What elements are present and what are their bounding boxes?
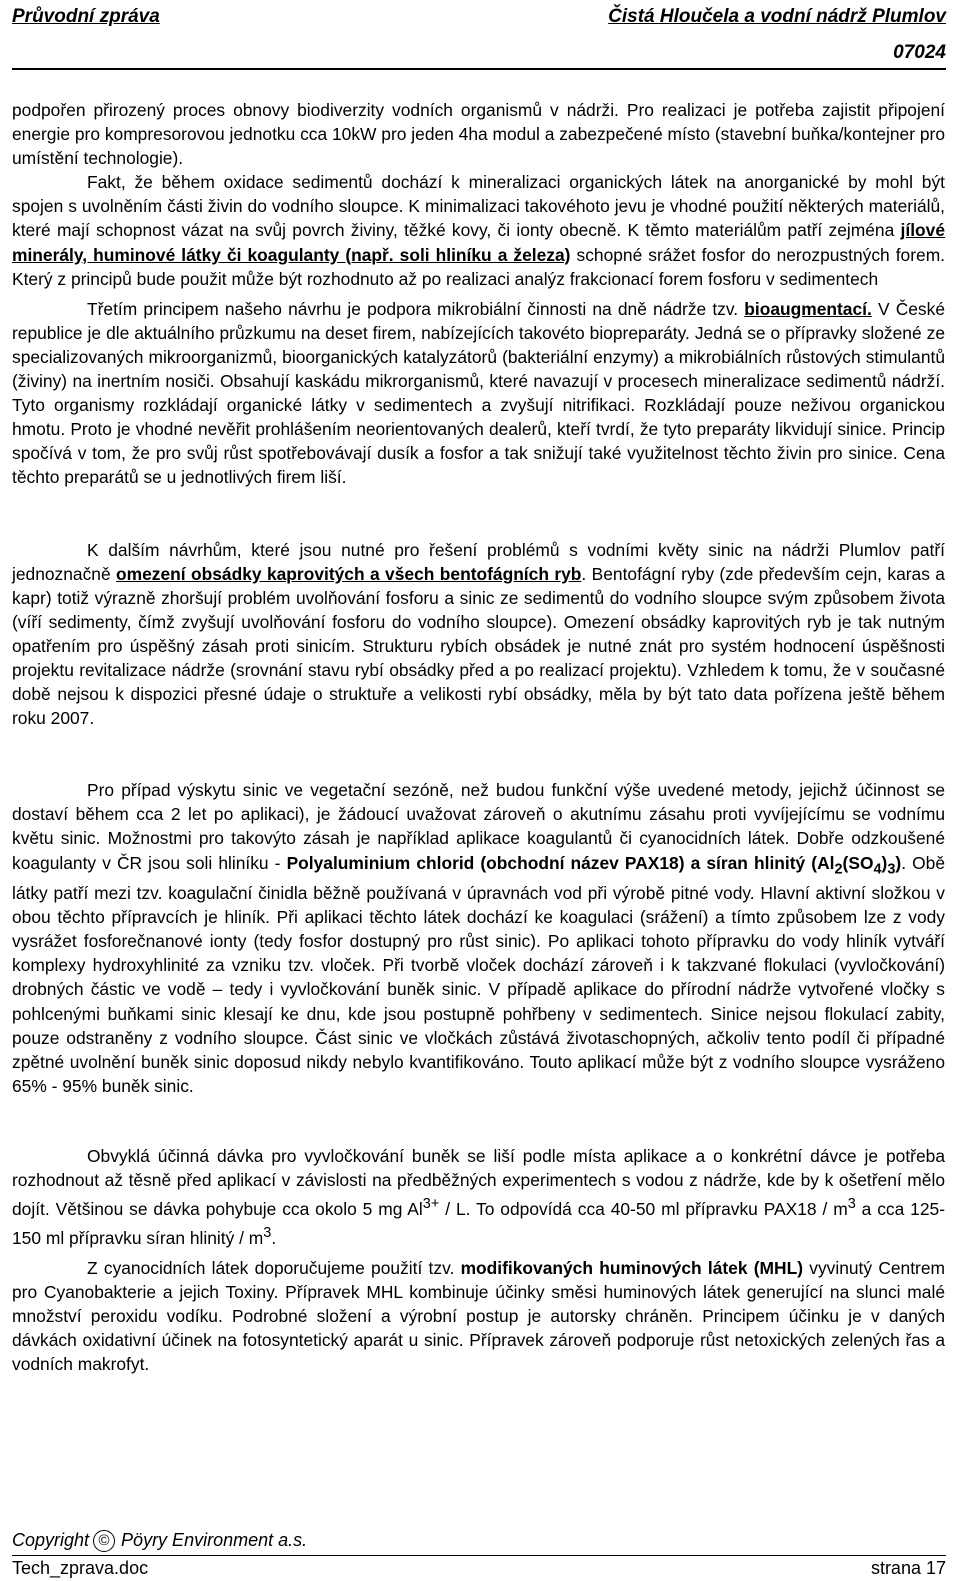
header-doc-type: Průvodní zpráva — [12, 6, 160, 27]
document-body — [12, 98, 945, 1376]
paragraph-6: Obvyklá účinná dávka pro vyvločkování buněk se liší podle místa aplikace a o konkrétní dávce je potřeba rozhodnout až těsně před aplikací v závislosti na předběžných experimentech s vodou z nádrže, kde by k ošetření mělo dojít. Většinou se dávka pohybuje cca okolo 5 mg $Al^{3+}$ / L. To odpovídá cca 40-50 ml přípravku $PAX18 / m^3$ a cca 125-150 ml přípravku síran hlinitý / $m^3$. — [12, 1145, 945, 1248]
coagulant-names: Polyaluminium chlorid (obchodní název PAX18) a síran hlinitý $(Al_2(SO_4)_3)$ — [286, 852, 902, 877]
footer-page-number: strana 17 — [870, 1558, 946, 1578]
footer-divider — [12, 1555, 946, 1556]
mhl-term: modifikovaných huminových látek (MHL) — [460, 1257, 804, 1278]
paragraph-7: Z cyanocidních látek doporučujeme použití tzv. modifikovaných huminových látek (MHL) vyvinutý Centrem pro Cyanobakterie a jejich Toxiny. Přípravek MHL kombinuje účinky směsi huminových látek generující na slunci malé množství peroxidu vodíku. Podrobné složení a výrobní postup je autorsky chráněn. Principem účinku je v daných dávkách oxidativní účinek na fotosyntetický aparát u sinic. Přípravek zároveň podporuje růst netoxických zelených řas a vodních makrofyt. — [12, 1257, 946, 1375]
copyright-notice: Copyright © Pöyry Environment a.s. — [12, 1530, 307, 1552]
footer-filename: Tech_zprava.doc — [12, 1558, 149, 1578]
header-divider — [12, 68, 946, 70]
header-project-title: Čistá Hloučela a vodní nádrž Plumlov — [608, 6, 946, 27]
paragraph-2: Fakt, že během oxidace sedimentů dochází k mineralizaci organických látek na anorganické by mohl být spojen s uvolněním části živin do vodního sloupce. K minimalizaci takovéhoto jevu je vhodné použití některých materiálů, které mají schopnost vázat na svůj povrch živiny, těžké kovy, či ionty obecně. K těmto materiálům patří zejména jílové minerály, huminové látky či koagulanty (např. soli hliníku a železa) schopné srážet fosfor do nerozpustných forem. Který z principů bude použit může být rozhodnuto až po realizaci analýz frakcionací forem fosforu v sedimentech — [12, 172, 946, 289]
copyright-icon: © — [93, 1530, 115, 1552]
paragraph-4: K dalším návrhům, které jsou nutné pro řešení problémů s vodními květy sinic na nádrži Plumlov patří jednoznačně omezení obsádky kaprovitých a všech bentofágních ryb. Bentofágní ryby (zde především cejn, karas a kapr) totiž výrazně zhoršují problém uvolňování fosforu a sinic ze sedimentů do vodního sloupce svým způsobem života (víří sedimenty, čímž zvyšují uvolňování fosforu do vodního sloupce). Omezení obsádky kaprovitých ryb je tak nutným opatřením pro úspěšný zásah proti sinicím. Strukturu rybích obsádek je nutné znát pro systém hodnocení úspěšnosti projektu revitalizace nádrže (srovnání stavu rybí obsádky před a po realizací projektu). Vzhledem k tomu, že v současné době nejsou k dispozici přesné údaje o struktuře a velikosti rybí obsádky, měla by být tato data pořízena ještě během roku 2007. — [12, 539, 945, 729]
header-project-code: 07024 — [893, 42, 946, 63]
paragraph-5: Pro případ výskytu sinic ve vegetační sezóně, než budou funkční výše uvedené metody, jejichž účinnost se dostaví během cca 2 let po aplikaci), je žádoucí uvažovat zároveň o akutnímu zásahu proti vyvíjejícímu se vodnímu květu sinic. Možnostmi pro takovýto zásah je například aplikace koagulantů či cyanocidních látek. Dobře odzkoušené koagulanty v ČR jsou soli hliníku - Polyaluminium chlorid (obchodní název PAX18) a síran hlinitý $(Al_2(SO_4)_3)$. Obě látky patří mezi tzv. koagulační činidla běžně používaná v úpravnách vod při výrobě pitné vody. Hlavní aktivní složkou v obou těchto přípravcích je hliník. Při aplikaci těchto látek dochází ke koagulaci (srážení) a tímto způsobem lze z vody vysrážet fosforečnanové ionty (tedy fosfor dostupný pro růst sinic). Po aplikaci tohoto přípravku do vody hliník vytváří komplexy hydroxyhlinité za vzniku tzv. vloček. Při tvorbě vloček dochází zároveň i k takzvané flokulaci (vyvločkování) drobných částic ve vodě – tedy i vyvločkování buněk sinic. V případě aplikace do přírodní nádrže vytvořené vločky s pohlcenými buňkami sinic klesají ke dnu, kde jsou postupně pohřbeny v sedimentech. Sinice nejsou flokulací zabity, pouze odstraněny z vodního sloupce. Část sinic ve vločkách zůstává životaschopných, ačkoliv tento podíl či případné zpětné uvolnění buněk sinic doposud nikdy nebylo kvantifikováno. Touto aplikací může být z vodního sloupce vysráženo 65% - 95% buněk sinic. — [12, 780, 946, 1096]
paragraph-1: podpořen přirozený proces obnovy biodiverzity vodních organismů v nádrži. Pro realizaci je potřeba zajistit připojení energie pro kompresorovou jednotku cca 10kW pro jeden 4ha modul a zabezpečené místo (stavební buňka/kontejner pro umístění technologie). — [12, 100, 945, 169]
fish-stock-reduction-highlight: omezení obsádky kaprovitých a všech bentofágních ryb — [116, 563, 582, 584]
paragraph-3: Třetím principem našeho návrhu je podpora mikrobiální činnosti na dně nádrže tzv. bioaugmentací. V České republice je dle aktuálního průzkumu na deset firem, nabízejících takovéto biopreparáty. Jedná se o přípravky složené ze specializovaných mikroorganizmů, bioorganických katalyzátorů (bakteriální enzymy) a mikrobiálních růstových stimulantů (živiny) na inertním nosiči. Obsahují kaskádu mikrorganismů, které navazují v procesech mineralizace sedimentů nádrží. Tyto organismy rozkládají organické látky v sedimentech a zvyšují nitrifikaci. Rozkládají pouze neživou organickou hmotu. Proto je vhodné nevěřit prohlášením neorientovaných dealerů, kteří tvrdí, že tyto preparáty likvidují sinice. Princip spočívá v tom, že pro svůj růst spotřebovávají dusík a fosfor a tak snižují také využitelnost těchto živin pro sinice. Cena těchto preparátů se u jednotlivých firem liší. — [12, 298, 945, 488]
bioaugmentation-term: bioaugmentací. — [744, 298, 872, 319]
sorbent-materials-highlight: jílové minerály, huminové látky či koagulanty (např. soli hliníku a železa) — [12, 220, 945, 265]
